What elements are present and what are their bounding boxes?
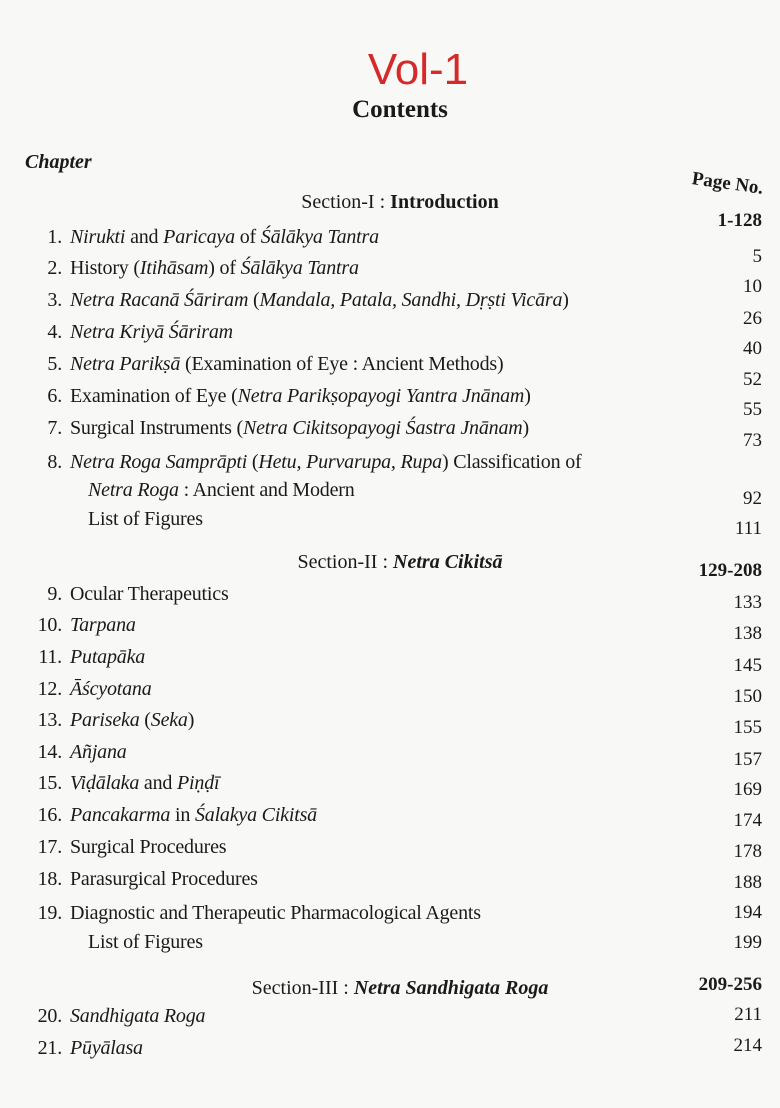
section-heading [0, 189, 780, 215]
chapter-number: 9. [47, 583, 62, 605]
chapter-title-part: ) [562, 289, 569, 311]
page-number: 150 [733, 686, 762, 707]
chapter-title-part: Pūyālasa [70, 1037, 143, 1059]
chapter-title-part: ) [524, 385, 531, 407]
chapter-title-part: Netra Kriyā Śāriram [70, 321, 233, 343]
chapter-number: 17. [37, 836, 62, 858]
chapter-entry [0, 383, 531, 409]
chapter-title-part: Sandhigata Roga [70, 1005, 206, 1027]
chapter-entry [0, 319, 233, 345]
chapter-number: 7. [47, 417, 62, 439]
page-number: 5 [752, 246, 762, 267]
page-number: 157 [733, 749, 762, 770]
chapter-title-part: of [234, 226, 261, 248]
chapter-number: 1. [47, 226, 62, 248]
chapter-title-part: ) [187, 709, 195, 731]
chapter-entry [0, 644, 145, 670]
chapter-number: 13. [37, 709, 62, 731]
chapter-title-part: Śālākya Tantra [240, 257, 359, 279]
chapter-title-part: Śālākya Tantra [260, 226, 379, 248]
page-number-column-label: Page No. [690, 168, 765, 199]
chapter-entry [0, 1003, 205, 1029]
chapter-title-part: List of Figures [88, 508, 203, 530]
chapter-title-part: Netra Roga [88, 479, 179, 501]
page-number: 145 [733, 655, 762, 676]
chapter-number: 4. [47, 321, 62, 343]
chapter-title-part: Examination of Eye ( [70, 385, 238, 407]
page-number: 133 [733, 592, 762, 613]
chapter-number: 20. [37, 1005, 62, 1027]
chapter-title-part: Nirukti [70, 226, 126, 248]
chapter-title-part: List of Figures [88, 931, 203, 953]
chapter-title-part: Netra Parikṣopayogi Yantra Jnānam [237, 385, 525, 407]
chapter-number: 15. [37, 772, 62, 794]
page-number: 73 [743, 430, 762, 451]
chapter-title-part: Netra Racanā Śāriram [70, 289, 249, 311]
page-number: 169 [733, 779, 762, 800]
chapter-title-part: in [170, 804, 195, 826]
section-heading [0, 549, 780, 575]
chapter-entry [0, 770, 219, 796]
chapter-number: 11. [38, 646, 62, 668]
chapter-title-part: History ( [70, 257, 140, 279]
chapter-entry [0, 449, 581, 475]
page-number: 52 [743, 369, 762, 390]
chapter-title-part: Itihāsam [139, 257, 209, 279]
chapter-entry [0, 1035, 143, 1061]
section-prefix: Section-III : [251, 977, 354, 999]
chapter-number: 10. [37, 614, 62, 636]
chapter-title-part: ) [522, 417, 529, 439]
page-number: 214 [733, 1035, 762, 1056]
chapter-title-part: Añjana [70, 741, 127, 763]
chapter-title-part: Putapāka [70, 646, 146, 668]
chapter-title-part: ( [247, 451, 259, 473]
section-heading [0, 975, 780, 1001]
page-number: 178 [733, 841, 762, 862]
chapter-entry [0, 287, 569, 313]
chapter-title-part: ( [139, 709, 151, 731]
volume-heading: Vol-1 [367, 45, 469, 94]
chapter-number: 19. [37, 902, 62, 924]
page-number: 211 [734, 1004, 762, 1025]
chapter-title-part: Viḍālaka [70, 772, 140, 794]
chapter-title-part: Pancakarma [70, 804, 171, 826]
page-number: 188 [733, 872, 762, 893]
chapter-entry [0, 739, 127, 765]
chapter-title-part: Netra Roga Samprāpti [70, 451, 248, 473]
chapter-entry [0, 415, 529, 441]
chapter-title-part: Netra Cikitsopayogi Śastra Jnānam [242, 417, 523, 439]
chapter-title-part: Pariseka [70, 709, 140, 731]
page-number: 199 [733, 932, 762, 953]
chapter-entry [0, 866, 258, 892]
chapter-title-part: ) of [208, 257, 241, 279]
section-prefix: Section-I : [301, 191, 391, 213]
page-number: 10 [743, 276, 762, 297]
chapter-entry [0, 676, 152, 702]
chapter-number: 8. [47, 451, 62, 473]
chapter-title-part: Netra Parikṣā [70, 353, 181, 375]
page-number: 138 [733, 623, 762, 644]
chapter-number: 12. [37, 678, 62, 700]
chapter-entry [0, 707, 194, 733]
page-number: 209-256 [698, 974, 762, 995]
chapter-number: 18. [37, 868, 62, 890]
chapter-title-part: : Ancient and Modern [178, 479, 355, 501]
page-title: Contents [352, 96, 448, 123]
chapter-title-part: Surgical Procedures [70, 836, 227, 858]
section-name: Netra Cikitsā [393, 551, 503, 573]
chapter-title-part: Āścyotana [70, 678, 152, 700]
chapter-entry [0, 612, 136, 638]
chapter-title-part: Ocular Therapeutics [70, 583, 229, 605]
chapter-entry [0, 802, 317, 828]
chapter-title-part: Hetu, Purvarupa, Rupa [258, 451, 442, 473]
section-name: Introduction [390, 191, 499, 213]
chapter-title-part: Parasurgical Procedures [70, 868, 258, 890]
chapter-number: 16. [37, 804, 62, 826]
page-number: 194 [733, 902, 762, 923]
list-of-figures-entry [0, 506, 203, 532]
chapter-title-part: Diagnostic and Therapeutic Pharmacological Agents [70, 902, 481, 924]
chapter-number: 5. [47, 353, 62, 375]
page-number: 1-128 [717, 210, 762, 231]
chapter-title-part: and [139, 772, 178, 794]
page-number: 92 [743, 488, 762, 509]
chapter-title-part: Mandala, Patala, Sandhi, Dṛṣti Vicāra [259, 289, 563, 311]
chapter-number: 14. [37, 741, 62, 763]
page-number: 155 [733, 717, 762, 738]
chapter-title-part: ( [248, 289, 260, 311]
chapter-title-part: Piṇḍī [177, 772, 220, 794]
chapter-entry [0, 351, 503, 377]
chapter-entry [0, 834, 226, 860]
chapter-entry [0, 477, 355, 503]
chapter-title-part: Seka [150, 709, 188, 731]
chapter-entry [0, 255, 359, 281]
chapter-entry [0, 581, 229, 607]
list-of-figures-entry [0, 929, 203, 955]
page-number: 129-208 [698, 560, 762, 581]
chapter-title-part: Śalakya Cikitsā [194, 804, 317, 826]
chapter-title-part: Paricaya [163, 226, 235, 248]
chapter-title-part: ) Classification of [441, 451, 582, 473]
page-number: 26 [743, 308, 762, 329]
chapter-entry [0, 900, 481, 926]
chapter-number: 3. [47, 289, 62, 311]
chapter-column-label: Chapter [25, 151, 92, 173]
page-number: 40 [743, 338, 762, 359]
section-name: Netra Sandhigata Roga [353, 977, 549, 999]
chapter-title-part: Tarpana [70, 614, 136, 636]
section-prefix: Section-II : [297, 551, 394, 573]
page-number: 111 [734, 518, 762, 539]
chapter-number: 21. [37, 1037, 62, 1059]
chapter-title-part: Surgical Instruments ( [70, 417, 243, 439]
chapter-title-part: (Examination of Eye : Ancient Methods) [180, 353, 504, 375]
chapter-entry [0, 224, 379, 250]
chapter-number: 2. [47, 257, 62, 279]
page-number: 55 [743, 399, 762, 420]
chapter-title-part: and [125, 226, 164, 248]
page-number: 174 [733, 810, 762, 831]
chapter-number: 6. [47, 385, 62, 407]
